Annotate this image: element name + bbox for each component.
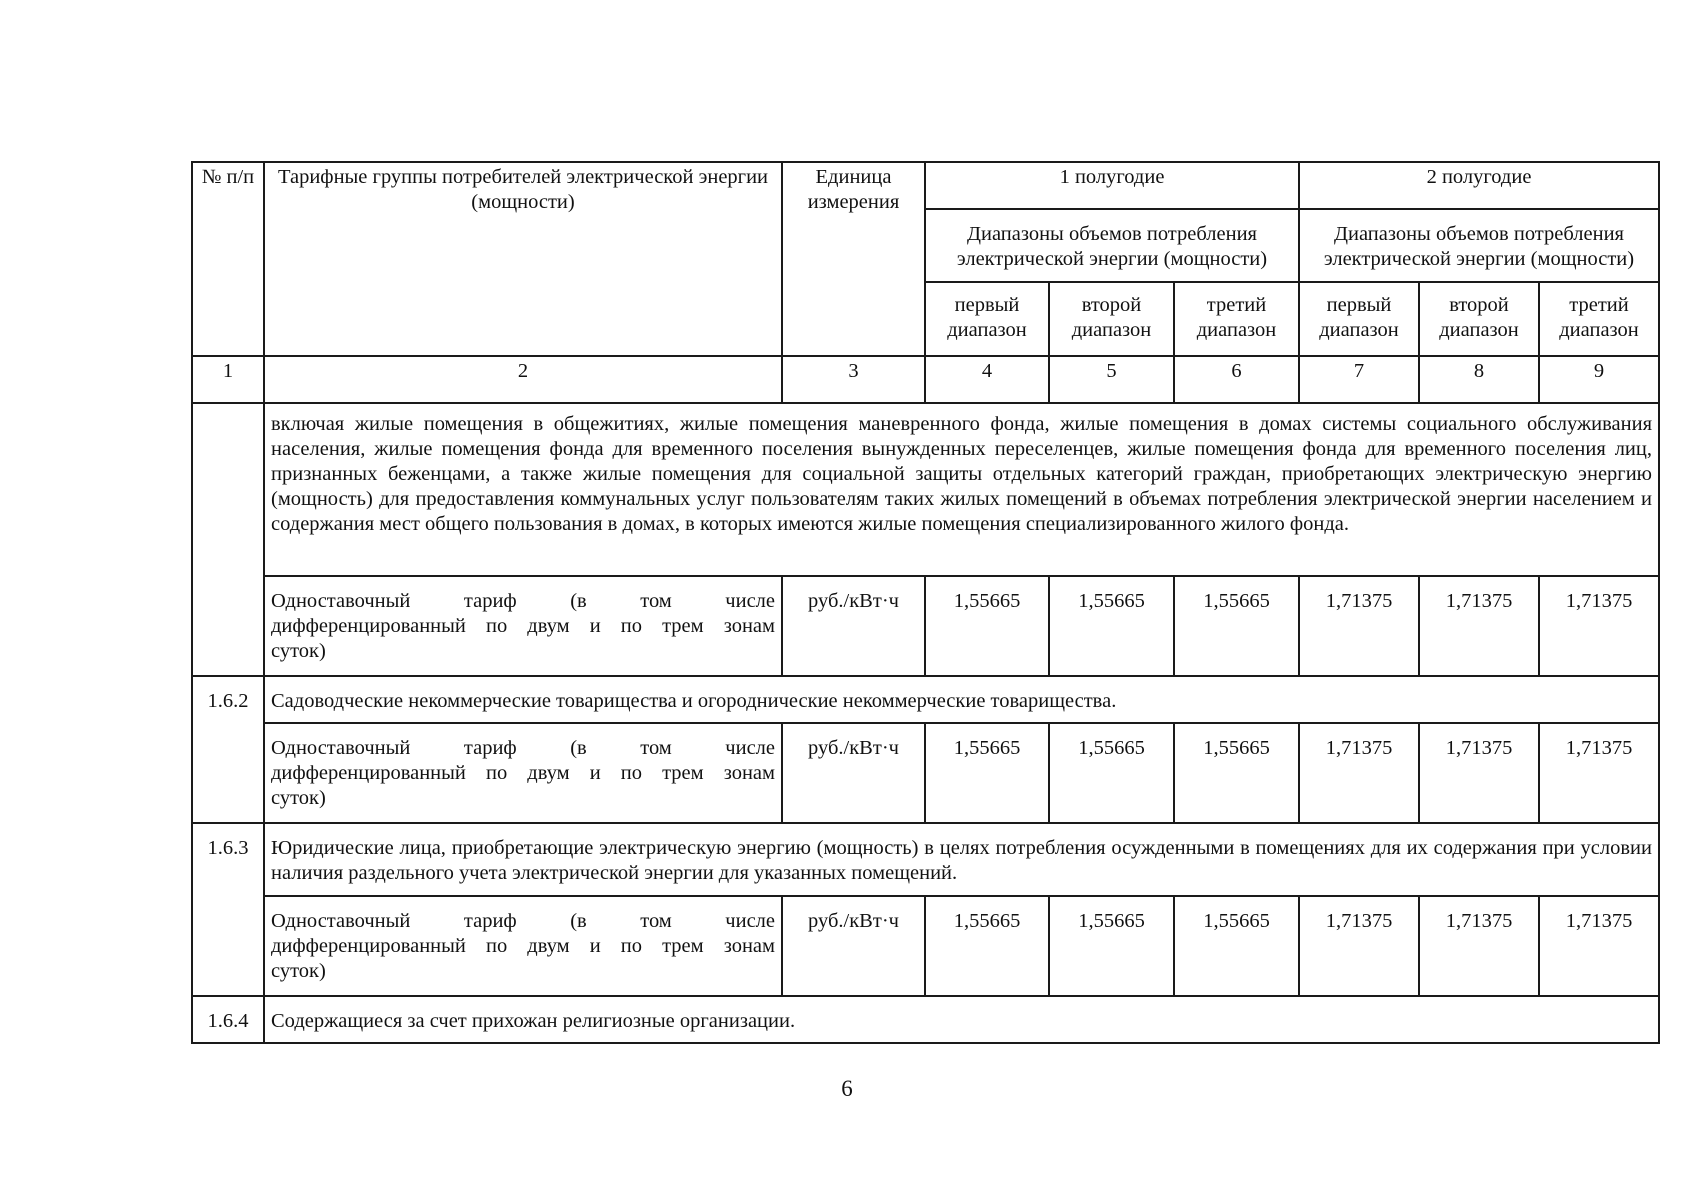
header-range-first-2: первый диапазон xyxy=(1299,282,1419,356)
header-col-unit: Единица измерения xyxy=(782,162,925,356)
row-number: 1.6.4 xyxy=(192,996,264,1043)
column-number: 2 xyxy=(264,356,782,403)
column-number: 9 xyxy=(1539,356,1659,403)
tariff-name-line: суток) xyxy=(271,787,326,809)
tariff-value: 1,71375 xyxy=(1539,896,1659,996)
tariff-name-line: Одноставочный тариф (в том числе xyxy=(271,737,775,759)
tariff-value: 1,55665 xyxy=(925,576,1049,676)
tariff-value: 1,55665 xyxy=(1174,896,1299,996)
table-row xyxy=(192,723,1659,823)
tariff-name-line: дифференцированный по двум и по трем зонам xyxy=(271,762,775,784)
tariff-value: 1,55665 xyxy=(1174,576,1299,676)
tariff-name-line: дифференцированный по двум и по трем зонам xyxy=(271,935,775,957)
header-range-first-1: первый диапазон xyxy=(925,282,1049,356)
tariff-value: 1,71375 xyxy=(1419,896,1539,996)
column-number: 8 xyxy=(1419,356,1539,403)
header-half1: 1 полугодие xyxy=(925,162,1299,209)
tariff-value: 1,71375 xyxy=(1419,576,1539,676)
continuation-paragraph: включая жилые помещения в общежитиях, жилые помещения маневренного фонда, жилые помещения в домах системы социального обслуживания населения, жилые помещения фонда для временного поселения вынужденных переселенцев, жилые помещения фонда для временного поселения лиц, признанных беженцами, а также жилые помещения для социальной защиты отдельных категорий граждан, приобретающих электрическую энергию (мощность) для предоставления коммунальных услуг пользователям таких жилых помещений в объемах потребления электрической энергии населением и содержания мест общего пользования в домах, в которых имеются жилые помещения специализированного жилого фонда. xyxy=(264,403,1659,576)
tariff-value: 1,55665 xyxy=(1049,896,1174,996)
tariff-value: 1,55665 xyxy=(1049,576,1174,676)
tariff-name xyxy=(264,896,782,996)
tariff-unit: руб./кВт·ч xyxy=(782,896,925,996)
header-ranges2: Диапазоны объемов потребления электрической энергии (мощности) xyxy=(1299,209,1659,282)
header-col-no: № п/п xyxy=(192,162,264,356)
tariff-value: 1,55665 xyxy=(925,723,1049,823)
tariff-unit: руб./кВт·ч xyxy=(782,723,925,823)
column-number: 1 xyxy=(192,356,264,403)
header-range-third-2: третий диапазон xyxy=(1539,282,1659,356)
table-row xyxy=(192,896,1659,996)
column-number: 6 xyxy=(1174,356,1299,403)
tariff-name-line: суток) xyxy=(271,960,326,982)
header-ranges1: Диапазоны объемов потребления электрической энергии (мощности) xyxy=(925,209,1299,282)
header-range-second-2: второй диапазон xyxy=(1419,282,1539,356)
tariff-value: 1,71375 xyxy=(1539,576,1659,676)
table-row xyxy=(192,576,1659,676)
tariff-name-line: суток) xyxy=(271,640,326,662)
tariff-value: 1,55665 xyxy=(925,896,1049,996)
tariff-value: 1,71375 xyxy=(1299,576,1419,676)
row-title: Садоводческие некоммерческие товарищества и огороднические некоммерческие товарищества. xyxy=(264,676,1659,723)
tariff-value: 1,71375 xyxy=(1299,896,1419,996)
header-half2: 2 полугодие xyxy=(1299,162,1659,209)
row-title: Юридические лица, приобретающие электрическую энергию (мощность) в целях потребления осужденными в помещениях для их содержания при условии наличия раздельного учета электрической энергии для указанных помещений. xyxy=(264,823,1659,896)
header-range-second-1: второй диапазон xyxy=(1049,282,1174,356)
tariff-unit: руб./кВт·ч xyxy=(782,576,925,676)
tariff-value: 1,71375 xyxy=(1539,723,1659,823)
tariff-table xyxy=(191,161,1660,1044)
tariff-name xyxy=(264,723,782,823)
column-number: 7 xyxy=(1299,356,1419,403)
tariff-name xyxy=(264,576,782,676)
row-number-empty xyxy=(192,403,264,676)
row-number: 1.6.2 xyxy=(192,676,264,823)
tariff-name-line: Одноставочный тариф (в том числе xyxy=(271,590,775,612)
page-number: 6 xyxy=(841,1076,853,1101)
column-number: 5 xyxy=(1049,356,1174,403)
tariff-name-line: Одноставочный тариф (в том числе xyxy=(271,910,775,932)
tariff-name-line: дифференцированный по двум и по трем зонам xyxy=(271,615,775,637)
tariff-value: 1,55665 xyxy=(1049,723,1174,823)
tariff-value: 1,71375 xyxy=(1299,723,1419,823)
column-number: 3 xyxy=(782,356,925,403)
column-number: 4 xyxy=(925,356,1049,403)
tariff-value: 1,71375 xyxy=(1419,723,1539,823)
row-title: Содержащиеся за счет прихожан религиозные организации. xyxy=(264,996,1659,1043)
tariff-value: 1,55665 xyxy=(1174,723,1299,823)
row-number: 1.6.3 xyxy=(192,823,264,996)
header-range-third-1: третий диапазон xyxy=(1174,282,1299,356)
header-col-groups: Тарифные группы потребителей электрической энергии (мощности) xyxy=(264,162,782,356)
